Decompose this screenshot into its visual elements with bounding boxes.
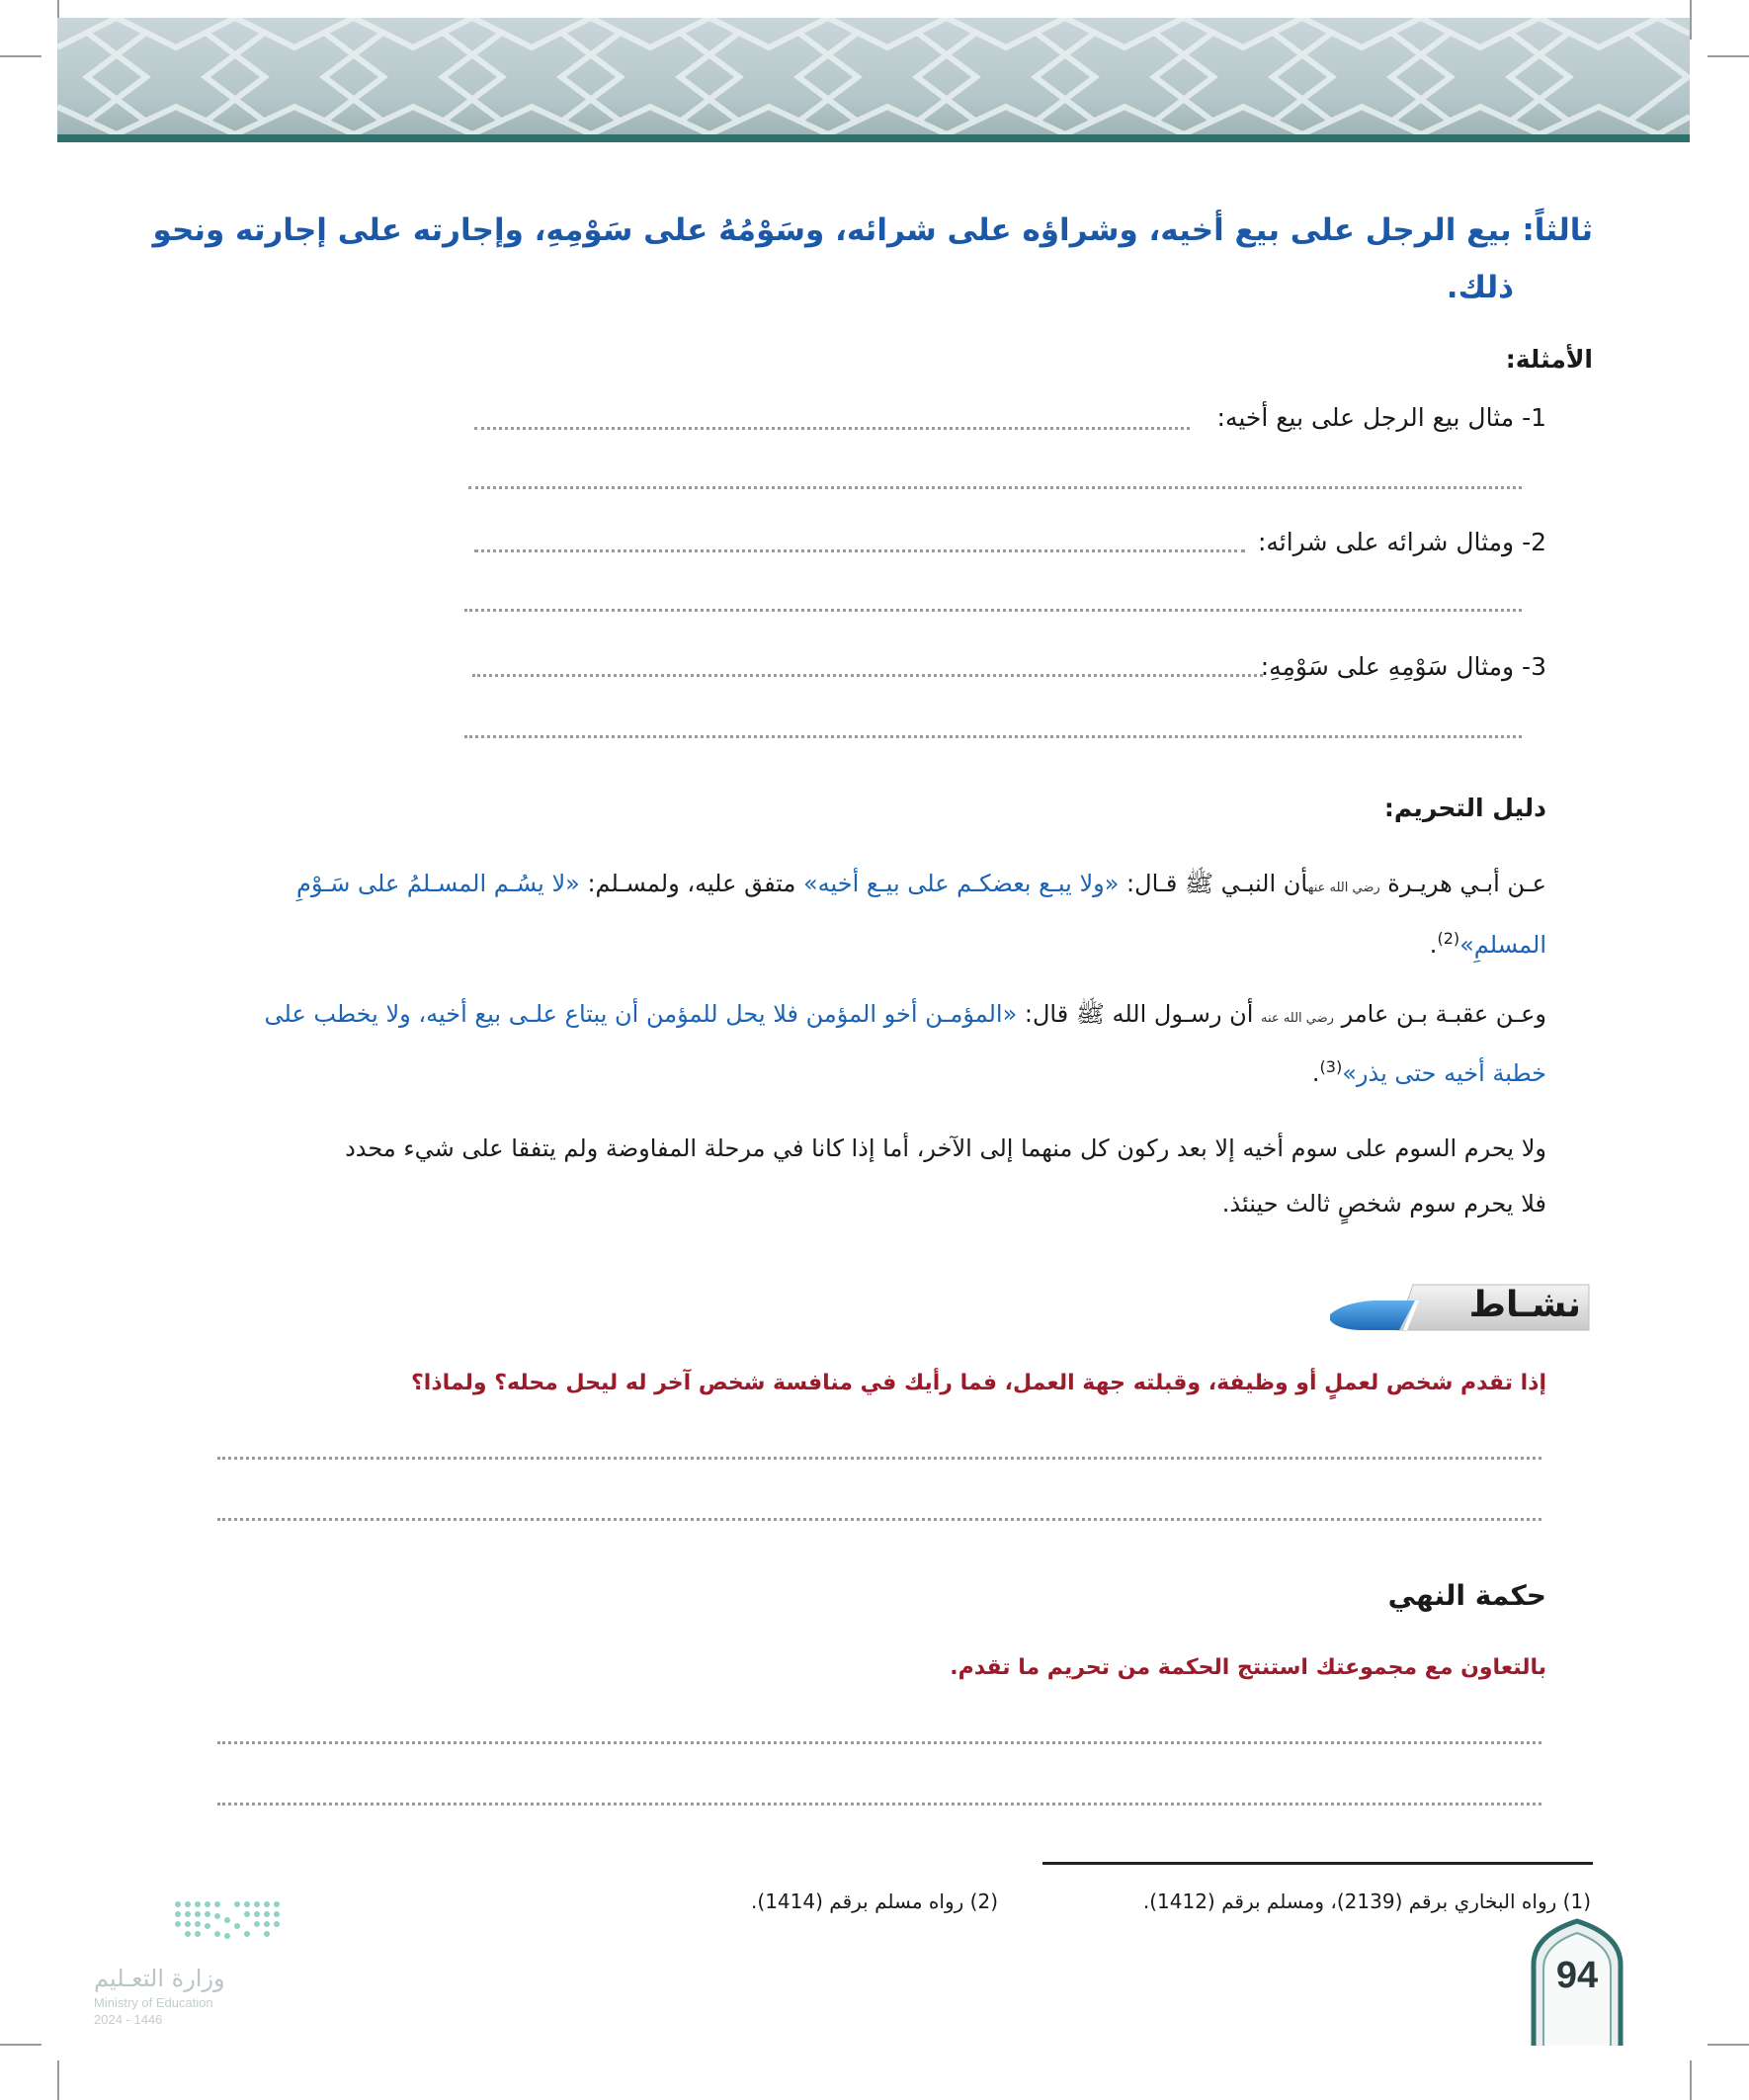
hadith-quote: «لا يسُـم المسـلمُ على سَـوْمِ	[295, 870, 580, 897]
footnote-2: (2) رواه مسلم برقم (1414).	[751, 1890, 998, 1913]
hadith-quote: «المؤمـن أخو المؤمن فلا يحل للمؤمن أن يبتاع علـى بيع أخيه، ولا يخطب على	[264, 1000, 1018, 1028]
crop-mark	[0, 2044, 42, 2046]
answer-line[interactable]	[217, 1518, 1541, 1521]
answer-line[interactable]	[468, 486, 1522, 489]
salla-honorific: ﷺ	[1075, 1000, 1105, 1028]
activity-banner-label: نشـاط	[1468, 1285, 1581, 1325]
wisdom-prompt-text: بالتعاون مع مجموعتك استنتج الحكمة من تحريم ما تقدم.	[950, 1655, 1546, 1680]
radi-honorific: رضي الله عنه	[1261, 1011, 1334, 1026]
evidence-heading: دليل التحريم:	[1383, 794, 1546, 822]
wisdom-heading: حكمة النهي	[1387, 1579, 1546, 1612]
text-run: أن رسـول الله	[1104, 1000, 1262, 1028]
wisdom-prompt	[950, 1648, 1546, 1688]
answer-line[interactable]	[474, 549, 1245, 552]
text-run: قـال:	[1119, 870, 1186, 897]
section-title: ثالثاً: بيع الرجل على بيع أخيه، وشراؤه على شرائه، وسَوْمُهُ على سَوْمِهِ، وإجارته على إجارته ونحو	[152, 212, 1593, 248]
text-run: أن النبـي	[1213, 870, 1308, 897]
hadith-quote: خطبة أخيه حتى يذر»	[1342, 1059, 1546, 1087]
example-3-label: 3- ومثال سَوْمِهِ على سَوْمِهِ:	[1260, 652, 1546, 681]
text-run: متفق عليه، ولمسـلم:	[579, 870, 803, 897]
crop-mark	[1707, 2044, 1749, 2046]
ministry-year: 2024 - 1446	[94, 2012, 163, 2027]
hadith-quote: المسلمِ»	[1459, 931, 1546, 959]
crop-mark	[1690, 0, 1692, 40]
evidence-paragraph-3-cont: فلا يحرم سوم شخصٍ ثالث حينئذ.	[1221, 1190, 1546, 1218]
answer-line[interactable]	[464, 609, 1522, 612]
example-1-label: 1- مثال بيع الرجل على بيع أخيه:	[1216, 403, 1546, 432]
footnote-ref: (2)	[1437, 929, 1460, 948]
header-pattern-band	[57, 18, 1690, 134]
evidence-paragraph-3: ولا يحرم السوم على سوم أخيه إلا بعد ركون كل منهما إلى الآخر، أما إذا كانا في مرحلة المفاوضة ولم يتفقا على شيء محدد	[345, 1134, 1546, 1162]
ministry-name-ar: وزارة التعـليم	[94, 1965, 225, 1992]
activity-question	[411, 1364, 1546, 1403]
answer-line[interactable]	[217, 1457, 1541, 1460]
header-rule	[57, 134, 1690, 142]
examples-heading: الأمثلة:	[1505, 345, 1593, 374]
radi-honorific: رضي الله عنه	[1307, 881, 1380, 895]
evidence-paragraph-2-cont: خطبة أخيه حتى يذر»$^{(3)}$.	[1311, 1057, 1546, 1087]
salla-honorific: ﷺ	[1185, 870, 1214, 897]
answer-line[interactable]	[217, 1803, 1541, 1806]
example-2-label: 2- ومثال شرائه على شرائه:	[1257, 528, 1546, 556]
ministry-name-en: Ministry of Education	[94, 1995, 213, 2010]
answer-line[interactable]	[464, 735, 1522, 738]
crop-mark	[1690, 2060, 1692, 2100]
text-run: قال:	[1017, 1000, 1076, 1028]
footnote-1: (1) رواه البخاري برقم (2139)، ومسلم برقم (1412).	[1142, 1890, 1591, 1913]
evidence-paragraph-2	[203, 986, 1546, 1047]
activity-question-text: إذا تقدم شخص لعملٍ أو وظيفة، وقبلته جهة العمل، فما رأيك في منافسة شخص آخر له ليحل محله؟ ولماذا؟	[411, 1371, 1546, 1395]
hadith-quote: «ولا يبـع بعضكـم على بيـع أخيه»	[802, 870, 1120, 897]
ministry-logo	[94, 1892, 292, 2031]
ministry-logo-dots	[94, 1892, 292, 1952]
evidence-paragraph-1	[203, 856, 1546, 916]
section-title-cont: ذلك.	[1446, 270, 1514, 305]
evidence-paragraph-1-cont: المسلمِ»$^{(2)}$.	[1429, 929, 1546, 959]
crop-mark	[57, 2060, 59, 2100]
page-number: 94	[1555, 1955, 1599, 1996]
answer-line[interactable]	[474, 427, 1190, 430]
answer-line[interactable]	[217, 1741, 1541, 1744]
crop-mark	[1707, 55, 1749, 57]
footnote-ref: (3)	[1319, 1057, 1343, 1076]
crop-mark	[0, 55, 42, 57]
answer-line[interactable]	[472, 674, 1263, 677]
geometric-pattern	[57, 18, 1690, 134]
text-run: وعـن عقبـة بـن عامر	[1333, 1000, 1546, 1028]
text-run: عـن أبـي هريـرة	[1379, 870, 1546, 897]
footnote-rule	[1042, 1862, 1593, 1865]
